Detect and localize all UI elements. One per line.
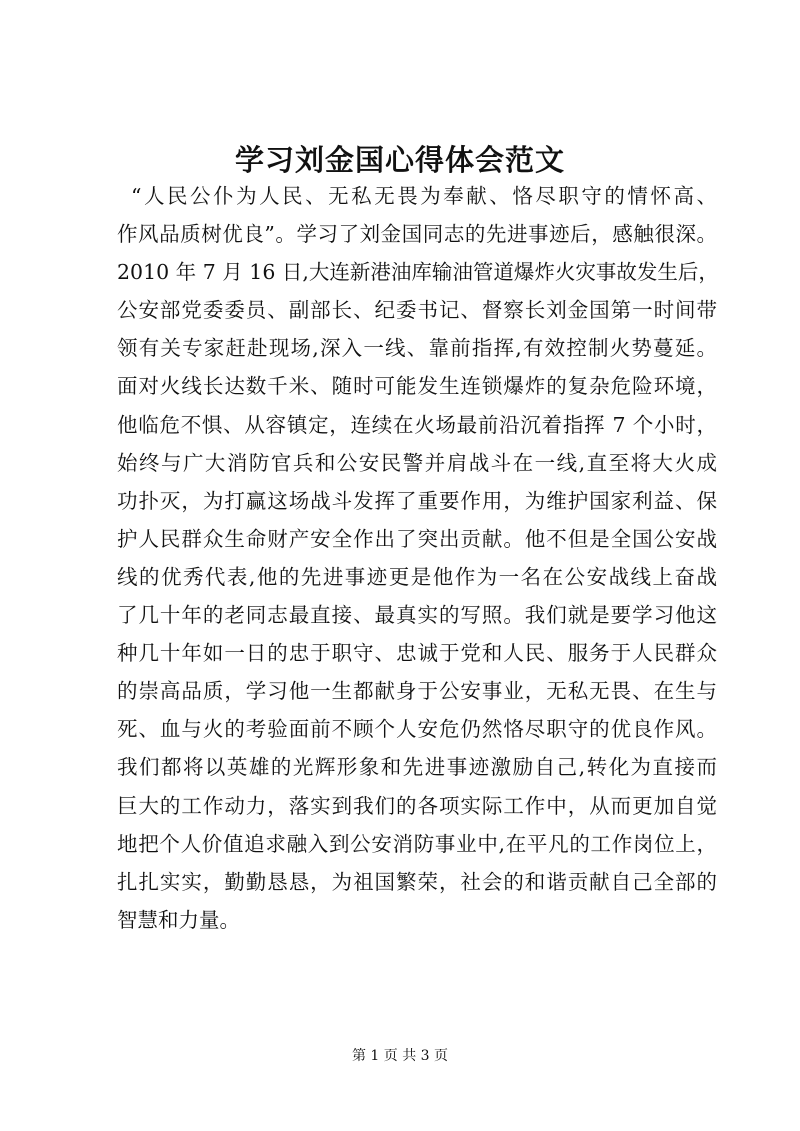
body-line: 智慧和力量。 [117, 907, 240, 932]
body-line: “人民公仆为人民、无私无畏为奉献、恪尽职守的情怀高、 [131, 184, 717, 208]
body-line: 护人民群众生命财产安全作出了突出贡献。他不但是全国公安战 [117, 526, 717, 551]
body-line: 种几十年如一日的忠于职守、忠诚于党和人民、服务于人民群众 [117, 641, 717, 666]
body-line: 死、血与火的考验面前不顾个人安危仍然恪尽职守的优良作风。 [117, 717, 717, 742]
body-line: 领有关专家赶赴现场,深入一线、靠前指挥,有效控制火势蔓延。 [117, 336, 717, 361]
body-line: 我们都将以英雄的光辉形象和先进事迹激励自己,转化为直接而 [117, 755, 717, 780]
body-line: 始终与广大消防官兵和公安民警并肩战斗在一线,直至将大火成 [117, 450, 717, 475]
body-line: 地把个人价值追求融入到公安消防事业中,在平凡的工作岗位上， [117, 831, 717, 856]
body-line: 的崇高品质，学习他一生都献身于公安事业，无私无畏、在生与 [117, 679, 717, 704]
body-line: 巨大的工作动力，落实到我们的各项实际工作中，从而更加自觉 [117, 793, 717, 818]
body-line: 2010 年 7 月 16 日,大连新港油库输油管道爆炸火灾事故发生后， [117, 260, 719, 285]
document-title: 学习刘金国心得体会范文 [234, 143, 565, 177]
page-footer: 第 1 页 共 3 页 [351, 1048, 449, 1064]
body-line: 他临危不惧、从容镇定，连续在火场最前沿沉着指挥 7 个小时， [117, 412, 717, 437]
body-line: 扎扎实实，勤勤恳恳，为祖国繁荣，社会的和谐贡献自己全部的 [117, 869, 717, 894]
body-line: 面对火线长达数千米、随时可能发生连锁爆炸的复杂危险环境， [117, 374, 717, 399]
body-line: 作风品质树优良”。学习了刘金国同志的先进事迹后，感触很深。 [117, 222, 717, 247]
body-line: 了几十年的老同志最直接、最真实的写照。我们就是要学习他这 [117, 603, 717, 628]
document-body [117, 177, 717, 939]
body-line: 公安部党委委员、副部长、纪委书记、督察长刘金国第一时间带 [117, 298, 717, 323]
body-line: 线的优秀代表,他的先进事迹更是他作为一名在公安战线上奋战 [117, 564, 717, 589]
body-line: 功扑灭，为打赢这场战斗发挥了重要作用，为维护国家利益、保 [117, 488, 717, 513]
